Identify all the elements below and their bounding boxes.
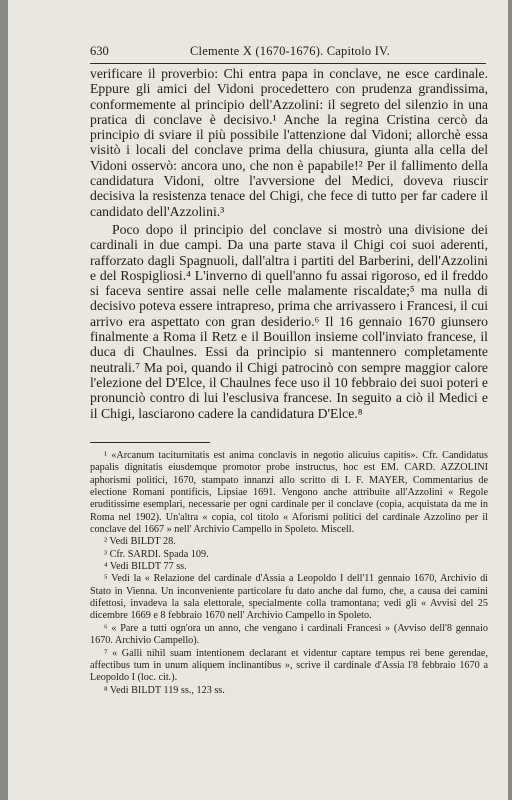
header-rule [90, 63, 486, 64]
footnote: ⁷ « Galli nihil suam intentionem declarant et videntur captare tempus rei bene gerendae, affectibus tum in unum aliquem inclinantibus », scrive il cardinale d'Assia l'8 febbraio 1670 a Leopoldo I (loc. cit.). [90, 647, 488, 684]
footnote: ² Vedi BILDT 28. [104, 536, 176, 548]
footnote: ¹ «Arcanum taciturnitatis est anima conclavis in negotio alicuius capitis». Cfr. Candidatus papalis dignitatis eiusdemque promotor probe instructus, hoc est EM. CARD. AZZOLINI aphorismi politici, 1670, stampato innanzi allo scritto di I. F. MAYER, Commentarius de electione Romani pontificis, Lipsiae 1691. Vengono anche attribuite all'Azzolini « Regole eruditissime esemplari, necessarie per ogni cardinale per il conclave (copia, acquistata da me in Roma nel 1902). Un'altra « copia, col titolo « Aforismi politici del cardinale Azzolino per il conclave del 1667 » nell' Archivio Campello in Spoleto. Miscell. [90, 450, 488, 536]
page-number: 630 [90, 44, 109, 58]
page-header [90, 44, 490, 60]
main-text [90, 66, 488, 421]
body-paragraph: verificare il proverbio: Chi entra papa in conclave, ne esce cardinale. Eppure gli amici del Vidoni procedettero con prudenza grandissima, conformemente al principio dell'Azzolini: il segreto del silenzio in una pratica di conclave è decisivo.¹ Anche la regina Cristina cercò da principio di sviare il più possibile l'attenzione dal Vidoni; allorchè essa visitò i locali del conclave prima della chiusura, giunta alla cella del Vidoni osservò: ancora uno, che non è papabile!² Per il fallimento della candidatura Vidoni, oltre l'avversione del Medici, doveva riuscir decisiva la resistenza tenace del Chigi, che fece di tutto per far cadere il candidato dell'Azzolini.³ [90, 66, 488, 219]
body-paragraph: Poco dopo il principio del conclave si mostrò una divisione dei cardinali in due campi. Da una parte stava il Chigi coi suoi aderenti, rafforzato dagli Spagnuoli, dall'altra i partiti del Barberini, dell'Azzolini e del Rospigliosi.⁴ L'inverno di quell'anno fu assai rigoroso, ed il freddo si faceva sentire assai nelle celle malamente riscaldate;⁵ ma nulla di decisivo poteva essere intrapreso, prima che arrivassero i Francesi, il cui arrivo era aspettato con gran desiderio.⁶ Il 16 gennaio 1670 giunsero finalmente a Roma il Retz e il Bouillon insieme coll'inviato francese, il duca di Chaulnes. Essi da principio si mantennero completamente neutrali.⁷ Ma poi, quando il Chigi patrocinò con sempre maggior calore l'elezione del D'Elce, il Chaulnes fece uso il 10 febbraio dei suoi poteri e pronunciò contro di lui l'esclusiva francese. In seguito a ciò il Medici e il Chigi, lasciarono cadere la candidatura D'Elce.⁸ [90, 221, 488, 421]
footnote: ⁵ Vedi la « Relazione del cardinale d'Assia a Leopoldo I dell'11 gennaio 1670, Archivio di Stato in Vienna. Un inconveniente particolare fu dato anche dal fumo, che, a causa dei camini difettosi, invadeva la sala elettorale, specialmente colla tramontana; vedi gli « Avvisi del 25 dicembre 1669 e 8 febbraio 1670 nell' Archivio Campello in Spoleto. [90, 573, 488, 622]
footnote: ⁸ Vedi BILDT 119 ss., 123 ss. [104, 684, 225, 696]
footnote: ⁴ Vedi BILDT 77 ss. [104, 561, 187, 573]
footnote: ⁶ « Pare a tutti ogn'ora un anno, che vengano i cardinali Francesi » (Avviso dell'8 gennaio 1670. Archivio Campello). [90, 622, 488, 647]
book-page [8, 0, 508, 800]
running-title: Clemente X (1670-1676). Capitolo IV. [190, 44, 390, 58]
footnotes [90, 450, 488, 697]
footnote-rule [90, 442, 210, 443]
footnote: ³ Cfr. SARDI. Spada 109. [104, 548, 209, 560]
